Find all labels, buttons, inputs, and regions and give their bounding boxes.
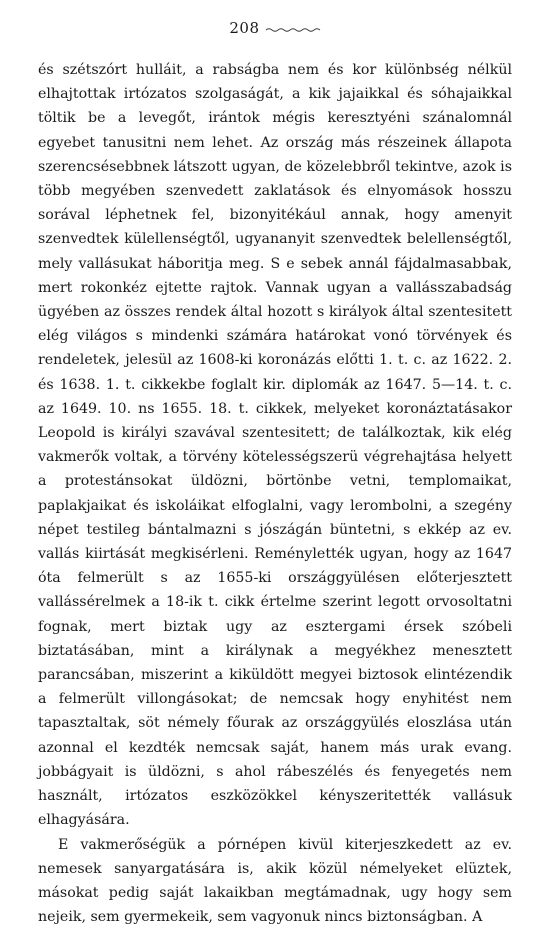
- ornamental-rule: [265, 27, 321, 33]
- paragraph: és szétszórt hulláit, a rabságba nem és kor különbség nélkül elhajtottak irtózatos szolgaságát, a kik jajaikkal és sóhajaikkal töltik be a levegőt, irántok mégis keresztyéni szánalomnál egyebet tanusitni nem lehet. Az ország más részeinek állapota szerencsésebbnek látszott ugyan, de közelebbről tekintve, azok is több megyében szenvedett zaklatások és elnyomások hosszu sorával léphetnek fel, bizonyitékául annak, hogy amenyit szenvedtek külellenségtől, ugyananyit szenvedtek belellenségtől, mely vallásukat háboritja meg. S e sebek annál fájdalmasabbak, mert rokonkéz ejtette rajtok. Vannak ugyan a vallásszabadság ügyében az összes rendek által hozott s királyok által szentesitett elég világos s mindenki számára határokat vonó törvények és rendeletek, jelesül az 1608-ki koronázás előtti 1. t. c. az 1622. 2. és 1638. 1. t. cikkekbe foglalt kir. diplomák az 1647. 5—14. t. c. az 1649. 10. ns 1655. 18. t. cikkek, melyeket koronáztatásakor Leopold is királyi szavával szentesitett; de találkoztak, kik elég vakmerők voltak, a törvény kötelességszerü végrehajtása helyett a protestánsokat üldözni, börtönbe vetni, templomaikat, paplakjaikat és iskoláikat elfoglalni, vagy lerombolni, a szegény népet testileg bántalmazni s jószágán büntetni, s ekkép az ev. vallás kiirtását megkisérleni. Reménylették ugyan, hogy az 1647 óta felmerült s az 1655-ki országgyülésen előterjesztett vallássérelmek a 18-ik t. cikk értelme szerint legott orvosoltatni fognak, mert biztak ugy az esztergami érsek szóbeli biztatásában, mint a királynak a megyékhez menesztett parancsában, miszerint a kiküldött megyei biztosok elintézendik a felmerült villongásokat; de nemcsak hogy enyhitést nem tapasztaltak, söt némely főurak az országgyülés eloszlása után azonnal el kezdték nemcsak saját, hanem más urak evang. jobbágyait is üldözni, s ahol rábeszélés és fenyegetés nem használt, irtózatos eszközökkel kényszeritették vallásuk elhagyására.: [38, 58, 512, 833]
- body-text: [38, 58, 512, 929]
- page-header: [0, 18, 550, 37]
- paragraph: E vakmerőségük a pórnépen kivül kiterjeszkedett az ev. nemesek sanyargatására is, akik közül némelyeket elüztek, másokat pedig saját lakaikban megtámadnak, ugy hogy sem nejeik, sem gyermekeik, sem vagyonuk nincs biztonságban. A: [38, 833, 512, 929]
- page-number: 208: [229, 19, 259, 37]
